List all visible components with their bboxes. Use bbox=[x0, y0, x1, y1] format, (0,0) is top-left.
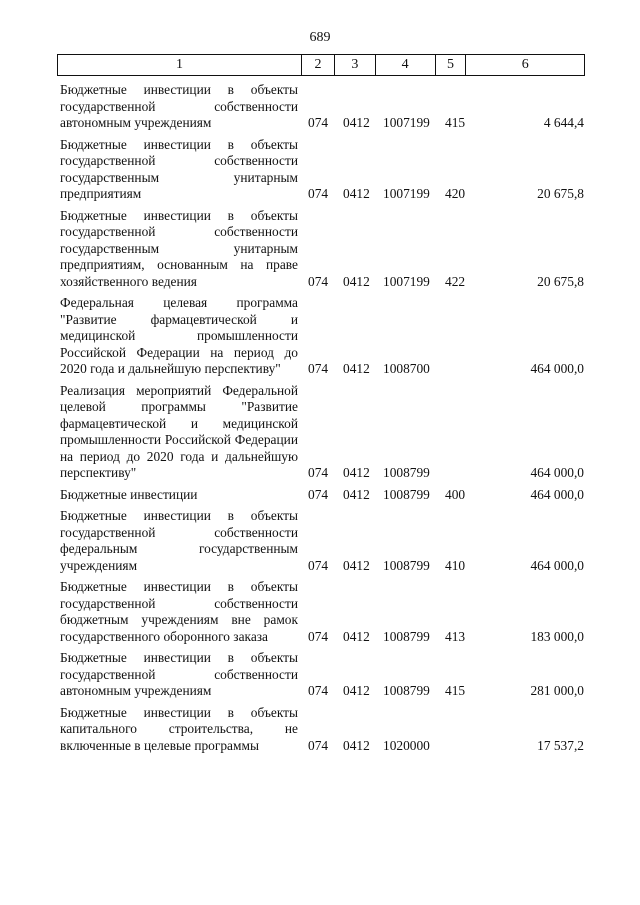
row-gr: 074 bbox=[308, 186, 329, 201]
row-name: Бюджетные инвестиции в объекты государственной собственности государственным унитарным предприятиям bbox=[60, 136, 298, 201]
row-amount: 464 000,0 bbox=[530, 465, 584, 480]
row-name: Бюджетные инвестиции в объекты государственной собственности государственным унитарным предприятиям, основанным на праве хозяйственного ведения bbox=[60, 207, 298, 289]
row-gr: 074 bbox=[308, 557, 329, 573]
row-amount: 20 675,8 bbox=[537, 273, 584, 289]
row-name: Бюджетные инвестиции bbox=[60, 486, 198, 502]
row-name: Бюджетные инвестиции в объекты государственной собственности бюджетным учреждениям вне рамок государственного оборонного заказа bbox=[60, 579, 298, 644]
row-cs: 1007199 bbox=[383, 273, 430, 289]
row-gr: 074 bbox=[308, 361, 329, 376]
row-amount: 464 000,0 bbox=[530, 486, 584, 502]
row-vr: 422 bbox=[445, 273, 466, 289]
row-cs: 1008799 bbox=[383, 465, 430, 480]
header-col-5: 5 bbox=[435, 55, 466, 75]
row-vr: 413 bbox=[445, 628, 466, 644]
table-body bbox=[60, 82, 584, 759]
header-col-4: 4 bbox=[375, 55, 435, 75]
row-rz: 0412 bbox=[343, 683, 370, 698]
row-name: Бюджетные инвестиции в объекты государственной собственности автономным учреждениям bbox=[60, 650, 298, 698]
row-rz: 0412 bbox=[343, 737, 370, 753]
row-amount: 281 000,0 bbox=[530, 683, 584, 698]
row-gr: 074 bbox=[308, 115, 329, 130]
row-vr: 400 bbox=[445, 486, 466, 502]
row-rz: 0412 bbox=[343, 628, 370, 644]
table-row bbox=[60, 208, 584, 291]
row-rz: 0412 bbox=[343, 557, 370, 573]
row-gr: 074 bbox=[308, 465, 329, 480]
row-gr: 074 bbox=[308, 628, 329, 644]
table-row bbox=[60, 487, 584, 504]
row-rz: 0412 bbox=[343, 115, 370, 130]
row-name: Федеральная целевая программа "Развитие фармацевтической и медицинской промышленности Российской Федерации на период до 2020 года и дальнейшую перспективу" bbox=[60, 295, 298, 376]
header-col-1: 1 bbox=[176, 57, 184, 72]
row-amount: 464 000,0 bbox=[530, 557, 584, 573]
table-row bbox=[60, 705, 584, 755]
row-vr: 410 bbox=[445, 557, 466, 573]
page-number: 689 bbox=[309, 30, 331, 45]
row-cs: 1008799 bbox=[383, 628, 430, 644]
row-rz: 0412 bbox=[343, 273, 370, 289]
row-name: Реализация мероприятий Федеральной целевой программы "Развитие фармацевтической и медицинской промышленности Российской Федерации на период до 2020 года и дальнейшую перспективу" bbox=[60, 382, 298, 480]
table-row bbox=[60, 137, 584, 203]
table-row bbox=[60, 579, 584, 645]
row-amount: 4 644,4 bbox=[543, 115, 584, 130]
table-row bbox=[60, 295, 584, 378]
row-rz: 0412 bbox=[343, 186, 370, 201]
row-amount: 183 000,0 bbox=[530, 628, 584, 644]
row-gr: 074 bbox=[308, 273, 329, 289]
row-name: Бюджетные инвестиции в объекты капитального строительства, не включенные в целевые программы bbox=[60, 704, 298, 753]
row-name: Бюджетные инвестиции в объекты государственной собственности федеральным государственным учреждениям bbox=[60, 508, 298, 573]
table-row bbox=[60, 82, 584, 132]
row-vr: 420 bbox=[445, 186, 466, 201]
header-col-2: 2 bbox=[301, 55, 334, 75]
row-rz: 0412 bbox=[343, 465, 370, 480]
row-gr: 074 bbox=[308, 486, 329, 502]
row-vr: 415 bbox=[445, 115, 466, 130]
table-row bbox=[60, 383, 584, 482]
table-row bbox=[60, 508, 584, 574]
row-rz: 0412 bbox=[343, 361, 370, 376]
row-vr: 415 bbox=[445, 683, 466, 698]
table-row bbox=[60, 650, 584, 700]
row-name: Бюджетные инвестиции в объекты государственной собственности автономным учреждениям bbox=[60, 82, 298, 130]
row-amount: 20 675,8 bbox=[537, 186, 584, 201]
row-cs: 1007199 bbox=[383, 186, 430, 201]
row-cs: 1008799 bbox=[383, 683, 430, 698]
row-cs: 1007199 bbox=[383, 115, 430, 130]
header-col-3: 3 bbox=[334, 55, 375, 75]
table-header bbox=[57, 54, 585, 76]
row-cs: 1008799 bbox=[383, 486, 430, 502]
row-gr: 074 bbox=[308, 683, 329, 698]
row-amount: 17 537,2 bbox=[537, 737, 584, 753]
header-col-6: 6 bbox=[465, 55, 584, 75]
row-cs: 1020000 bbox=[383, 737, 430, 753]
row-cs: 1008700 bbox=[383, 361, 430, 376]
row-gr: 074 bbox=[308, 737, 329, 753]
row-cs: 1008799 bbox=[383, 557, 430, 573]
row-rz: 0412 bbox=[343, 486, 370, 502]
row-amount: 464 000,0 bbox=[530, 361, 584, 376]
